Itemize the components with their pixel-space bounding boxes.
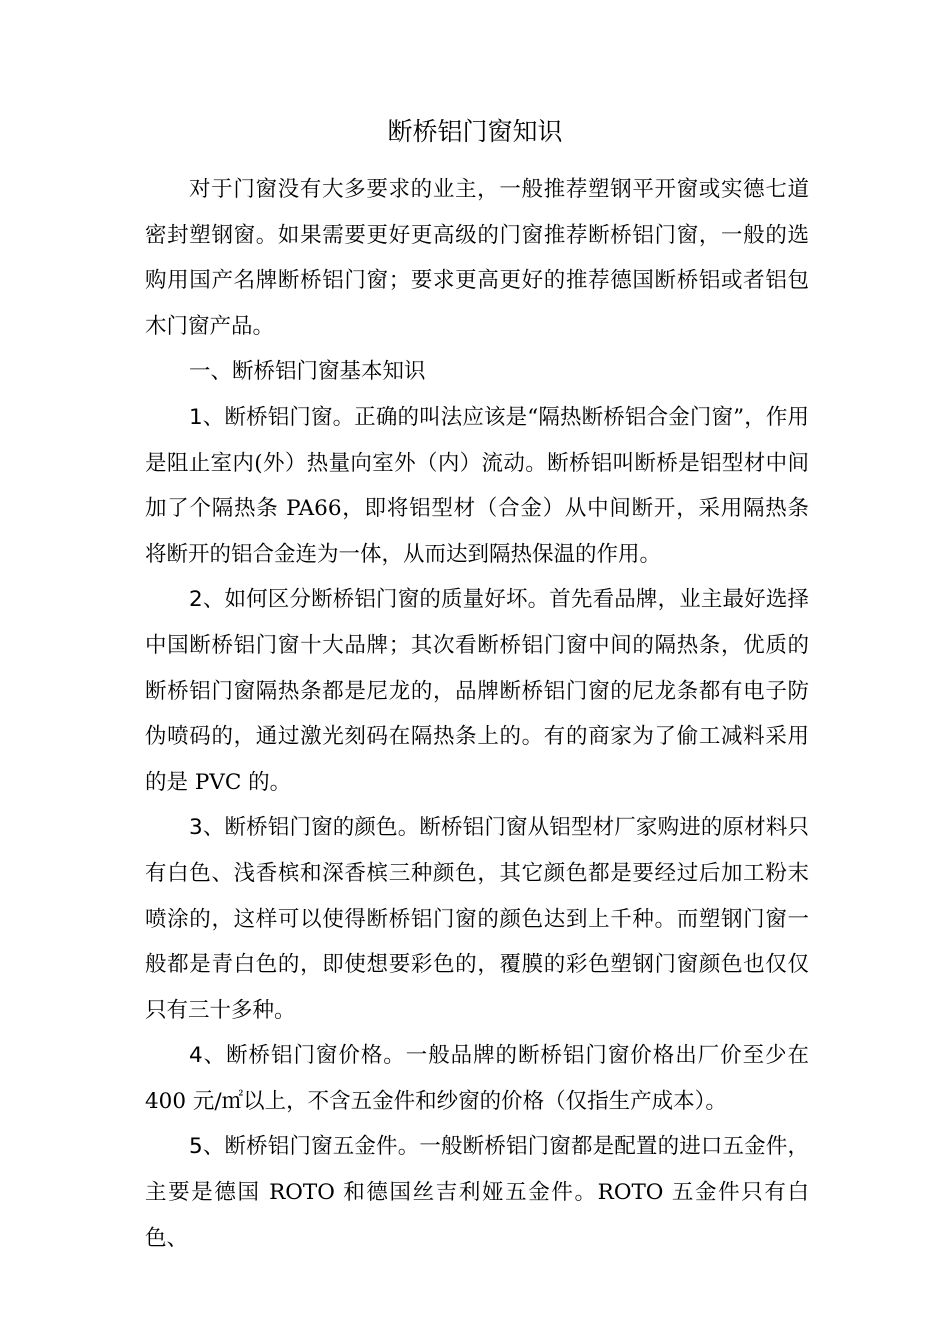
item-4-text: 一般品牌的断桥铝门窗价格出厂价至少在 400 元/㎡以上，不含五金件和纱窗的价格（仅指生产成本）。 <box>145 1043 809 1114</box>
item-5-text: 一般断桥铝门窗都是配置的进口五金件，主要是德国 ROTO 和德国丝吉利娅五金件。ROTO 五金件只有白色、 <box>145 1134 809 1251</box>
item-3-heading: 3、断桥铝门窗的颜色。 <box>189 815 420 841</box>
item-1-paragraph <box>145 395 809 577</box>
item-3-paragraph <box>145 805 809 1033</box>
item-4-paragraph <box>145 1033 809 1124</box>
item-2-text: 首先看品牌，业主最好选择中国断桥铝门窗十大品牌；其次看断桥铝门窗中间的隔热条，优质的断桥铝门窗隔热条都是尼龙的，品牌断桥铝门窗的尼龙条都有电子防伪喷码的，通过激光刻码在隔热条上的。有的商家为了偷工减料采用的是 PVC 的。 <box>145 587 809 795</box>
document-title: 断桥铝门窗知识 <box>387 117 563 146</box>
item-5-paragraph <box>145 1124 809 1261</box>
item-1-heading: 1、断桥铝门窗。 <box>189 404 355 430</box>
item-1-text: 正确的叫法应该是“隔热断桥铝合金门窗”，作用是阻止室内(外）热量向室外（内）流动。断桥铝叫断桥是铝型材中间加了个隔热条 PA66，即将铝型材（合金）从中间断开，采用隔热条将断开的铝合金连为一体，从而达到隔热保温的作用。 <box>145 404 809 567</box>
item-4-heading: 4、断桥铝门窗价格。 <box>189 1043 406 1069</box>
item-5-heading: 5、断桥铝门窗五金件。 <box>189 1134 420 1160</box>
item-2-heading: 2、如何区分断桥铝门窗的质量好坏。 <box>189 587 550 613</box>
section-1-heading: 一、断桥铝门窗基本知识 <box>189 359 426 385</box>
document-body <box>145 167 809 1261</box>
section-heading <box>145 349 809 395</box>
item-3-text: 断桥铝门窗从铝型材厂家购进的原材料只有白色、浅香槟和深香槟三种颜色，其它颜色都是要经过后加工粉末喷涂的，这样可以使得断桥铝门窗的颜色达到上千种。而塑钢门窗一般都是青白色的，即使想要彩色的，覆膜的彩色塑钢门窗颜色也仅仅只有三十多种。 <box>145 815 809 1023</box>
item-2-paragraph <box>145 577 809 805</box>
intro-paragraph: 对于门窗没有大多要求的业主，一般推荐塑钢平开窗或实德七道密封塑钢窗。如果需要更好更高级的门窗推荐断桥铝门窗，一般的选购用国产名牌断桥铝门窗；要求更高更好的推荐德国断桥铝或者铝包木门窗产品。 <box>145 177 809 339</box>
